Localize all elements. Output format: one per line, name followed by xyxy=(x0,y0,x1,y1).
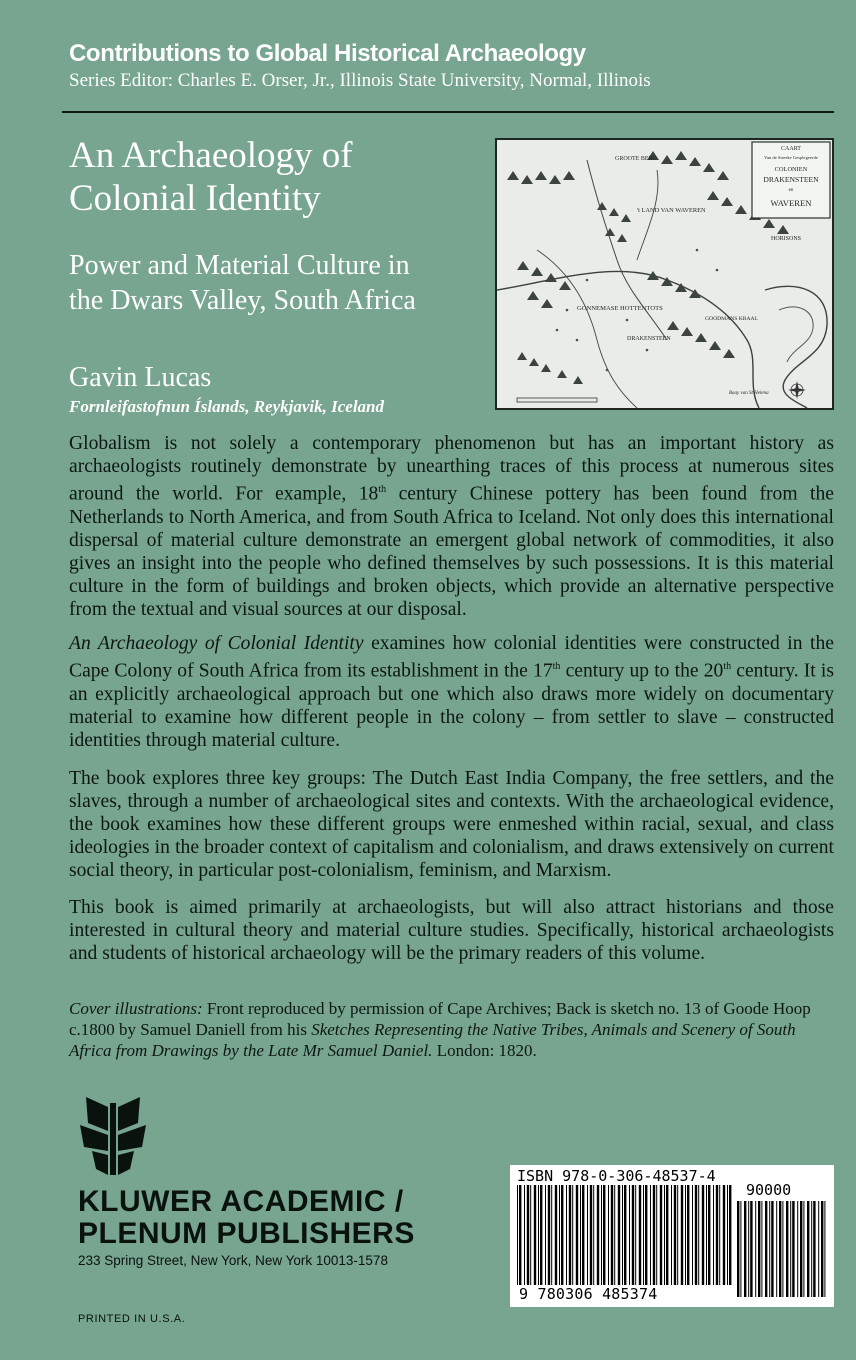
barcode-bar xyxy=(790,1201,791,1297)
author-affiliation: Fornleifastofnun Íslands, Reykjavik, Iceland xyxy=(69,397,385,416)
p2-text-c: century. It is an explicitly archaeological approach but one which also draws more widely on documentary material to examine how different people in the colony – from settler to slave – constructed identities through material culture. xyxy=(69,660,834,751)
barcode-bar xyxy=(643,1185,644,1285)
barcode-bar xyxy=(786,1201,788,1297)
barcode-bar xyxy=(587,1185,588,1285)
barcode-bar xyxy=(608,1185,609,1285)
cartouche-line-4: DRAKENSTEEN xyxy=(763,175,819,184)
author-name: Gavin Lucas xyxy=(69,362,212,393)
barcode-bar xyxy=(614,1185,615,1285)
barcode-bar xyxy=(540,1185,542,1285)
p2-superscript-b: th xyxy=(723,661,732,672)
barcode-bar xyxy=(580,1185,581,1285)
barcode-bar xyxy=(716,1185,718,1285)
barcode-bar xyxy=(582,1185,584,1285)
map-label-gonnemase-hottentots: GONNEMASE HOTTENTOTS xyxy=(577,305,663,312)
barcode-bar xyxy=(681,1185,683,1285)
barcode-bar xyxy=(729,1185,731,1285)
map-label-land-van-waveren: 't LAND VAN WAVEREN xyxy=(637,207,706,214)
barcode-bar xyxy=(800,1201,802,1297)
cover-credits xyxy=(69,998,834,1061)
publisher-name xyxy=(78,1186,415,1250)
barcode-bar xyxy=(530,1185,531,1285)
p2-superscript-a: th xyxy=(552,661,561,672)
barcode-bar xyxy=(635,1185,636,1285)
barcode-bar xyxy=(671,1185,672,1285)
barcode-bar xyxy=(632,1185,634,1285)
barcode-bars-main xyxy=(517,1185,732,1285)
cartouche-line-5: en xyxy=(788,188,794,193)
barcode-bar xyxy=(779,1201,781,1297)
credits-text-a: Front reproduced by permission of Cape Archives; Back is sketch no. 13 of Goode Hoop c.1800 by Samuel Daniell from his xyxy=(69,999,811,1039)
barcode-bar xyxy=(713,1185,714,1285)
barcode-bar xyxy=(597,1185,599,1285)
isbn-number: ISBN 978-0-306-48537-4 xyxy=(517,1167,716,1185)
barcode-bar xyxy=(811,1201,812,1297)
barcode-bar xyxy=(677,1185,678,1285)
barcode-bar xyxy=(702,1185,704,1285)
barcode-bar xyxy=(555,1185,557,1285)
barcode-bar xyxy=(653,1185,655,1285)
credits-source-title: Sketches Representing the Native Tribes, Animals and Scenery of South Africa from Drawings by the Late Mr Samuel Daniel. xyxy=(69,1020,796,1060)
barcode-bar xyxy=(792,1201,794,1297)
barcode-bar xyxy=(737,1201,739,1297)
barcode-bar xyxy=(572,1185,573,1285)
barcode-bar xyxy=(611,1185,613,1285)
barcode-bar xyxy=(687,1185,689,1285)
barcode-bar xyxy=(706,1185,707,1285)
publisher-address: 233 Spring Street, New York, New York 10013-1578 xyxy=(78,1253,388,1268)
price-code: 90000 xyxy=(746,1181,792,1199)
barcode-bar xyxy=(755,1201,756,1297)
barcode-bar xyxy=(776,1201,777,1297)
p1-text-a: Globalism is not solely a contemporary phenomenon but has an important history as archaeologists routinely demonstrate by unearthing traces of this process at numerous sites around the world. For example, 18 xyxy=(69,433,834,505)
barcode-bar xyxy=(624,1185,626,1285)
p2-book-title: An Archaeology of Colonial Identity xyxy=(69,633,364,654)
barcode-bar xyxy=(660,1185,662,1285)
header-rule xyxy=(62,111,834,113)
cartouche-line-2: Van de Streeke Gesplegeerde xyxy=(764,155,818,160)
barcode-bar xyxy=(807,1201,809,1297)
description-paragraph-2 xyxy=(69,632,834,752)
barcode-bar xyxy=(695,1185,697,1285)
barcode-bar xyxy=(761,1201,762,1297)
barcode-bar xyxy=(821,1201,823,1297)
map-drawing xyxy=(497,140,832,408)
barcode-bar xyxy=(748,1201,749,1297)
publisher-name-line-1: KLUWER ACADEMIC / xyxy=(78,1185,404,1218)
credits-text-b: London: 1820. xyxy=(432,1041,537,1060)
barcode-bar xyxy=(824,1201,825,1297)
barcode-bar xyxy=(590,1185,592,1285)
barcode-bar xyxy=(727,1185,728,1285)
barcode-bar xyxy=(566,1185,567,1285)
barcode-bar xyxy=(818,1201,819,1297)
barcode-bar xyxy=(765,1201,767,1297)
book-title: An Archaeology of Colonial Identity xyxy=(69,135,353,219)
barcode-bar xyxy=(813,1201,815,1297)
description-paragraph-4: This book is aimed primarily at archaeologists, but will also attract historians and those interested in cultural theory and material culture studies. Specifically, historical archaeologists and students of historical archaeology will be the primary readers of this volume. xyxy=(69,897,834,964)
barcode-bar xyxy=(548,1185,550,1285)
barcode-bar xyxy=(618,1185,620,1285)
barcode-bar xyxy=(750,1201,752,1297)
map-label-groote-berg: GROOTE BERG xyxy=(615,156,657,162)
barcode-bar xyxy=(666,1185,668,1285)
barcode-bar xyxy=(551,1185,552,1285)
series-title: Contributions to Global Historical Archaeology xyxy=(69,40,586,67)
cartouche-line-3: COLONIEN xyxy=(774,166,808,173)
barcode-bar xyxy=(645,1185,647,1285)
barcode-bar xyxy=(576,1185,578,1285)
barcode-bar xyxy=(803,1201,804,1297)
description-paragraph-1 xyxy=(69,432,834,621)
barcode-bar xyxy=(758,1201,760,1297)
barcode-bar xyxy=(538,1185,539,1285)
isbn-barcode xyxy=(510,1165,834,1307)
map-label-horisons: HORISONS xyxy=(771,236,802,242)
cartouche-line-6: WAVEREN xyxy=(770,198,812,208)
barcode-bar xyxy=(771,1201,773,1297)
barcode-bar xyxy=(664,1185,665,1285)
barcode-bar xyxy=(685,1185,686,1285)
barcode-bar xyxy=(561,1185,563,1285)
barcode-bar xyxy=(650,1185,651,1285)
book-subtitle: Power and Material Culture in the Dwars Valley, South Africa xyxy=(69,250,416,316)
barcode-bar xyxy=(603,1185,605,1285)
p1-text-b: century Chinese pottery has been found from the Netherlands to North America, and from South Africa to Iceland. Not only does this international dispersal of material culture demonstrate an emergent global network of commodities, it also gives an insight into the people who defined themselves by such possessions. It is this material culture in the form of buildings and broken objects, which provide an alternative perspective from the textual and visual sources at our disposal. xyxy=(69,483,834,620)
description-paragraph-3: The book explores three key groups: The Dutch East India Company, the free settlers, and the slaves, through a number of archaeological sites and contexts. With the archaeological evidence, the book examines how these different groups were enmeshed within racial, sexual, and class ideologies in the broader context of capitalism and colonialism, and draws extensively on current social theory, in particular post-colonialism, feminism, and Marxism. xyxy=(69,768,834,881)
barcode-bar xyxy=(622,1185,623,1285)
barcode-bar xyxy=(593,1185,594,1285)
barcode-bar xyxy=(723,1185,725,1285)
series-editor: Series Editor: Charles E. Orser, Jr., Illinois State University, Normal, Illinois xyxy=(69,70,651,91)
p1-superscript: th xyxy=(378,484,387,495)
barcode-bar xyxy=(629,1185,630,1285)
credits-label: Cover illustrations: xyxy=(69,999,203,1018)
barcode-bar xyxy=(782,1201,783,1297)
publisher-name-line-2: PLENUM PUBLISHERS xyxy=(78,1217,415,1250)
barcode-bar xyxy=(744,1201,746,1297)
ean-digits: 9 780306 485374 xyxy=(519,1285,658,1303)
barcode-bar xyxy=(674,1185,676,1285)
barcode-bar xyxy=(569,1185,571,1285)
p2-text-b: century up to the 20 xyxy=(560,660,724,682)
barcode-bar xyxy=(656,1185,657,1285)
barcode-bar xyxy=(527,1185,529,1285)
barcode-bar xyxy=(797,1201,798,1297)
publisher-logo-icon xyxy=(78,1093,148,1178)
barcode-bar xyxy=(769,1201,770,1297)
barcode-bar xyxy=(639,1185,641,1285)
barcode-bar xyxy=(692,1185,693,1285)
barcode-bar xyxy=(524,1185,525,1285)
barcode-bar xyxy=(698,1185,699,1285)
barcode-bar xyxy=(517,1185,518,1285)
barcode-bar xyxy=(519,1185,521,1285)
p2-text-a: examines how colonial identities were constructed in the Cape Colony of South Africa from its establishment in the 17 xyxy=(69,633,834,682)
barcode-bar xyxy=(708,1185,710,1285)
cartouche-line-1: CAART xyxy=(781,146,801,152)
barcode-bars-addon xyxy=(737,1201,827,1297)
barcode-bar xyxy=(601,1185,602,1285)
cover-map-illustration xyxy=(495,138,834,410)
barcode-bar xyxy=(559,1185,560,1285)
map-label-goodmans-kraal: GOODMANS KRAAL xyxy=(705,316,758,322)
map-label-drakensteen: DRAKENSTEEN xyxy=(627,336,671,342)
barcode-bar xyxy=(545,1185,546,1285)
barcode-bar xyxy=(534,1185,536,1285)
barcode-bar xyxy=(740,1201,741,1297)
map-label-baay: Baay van St Helena xyxy=(729,391,769,396)
barcode-bar xyxy=(719,1185,720,1285)
printed-in-label: PRINTED IN U.S.A. xyxy=(78,1313,186,1325)
